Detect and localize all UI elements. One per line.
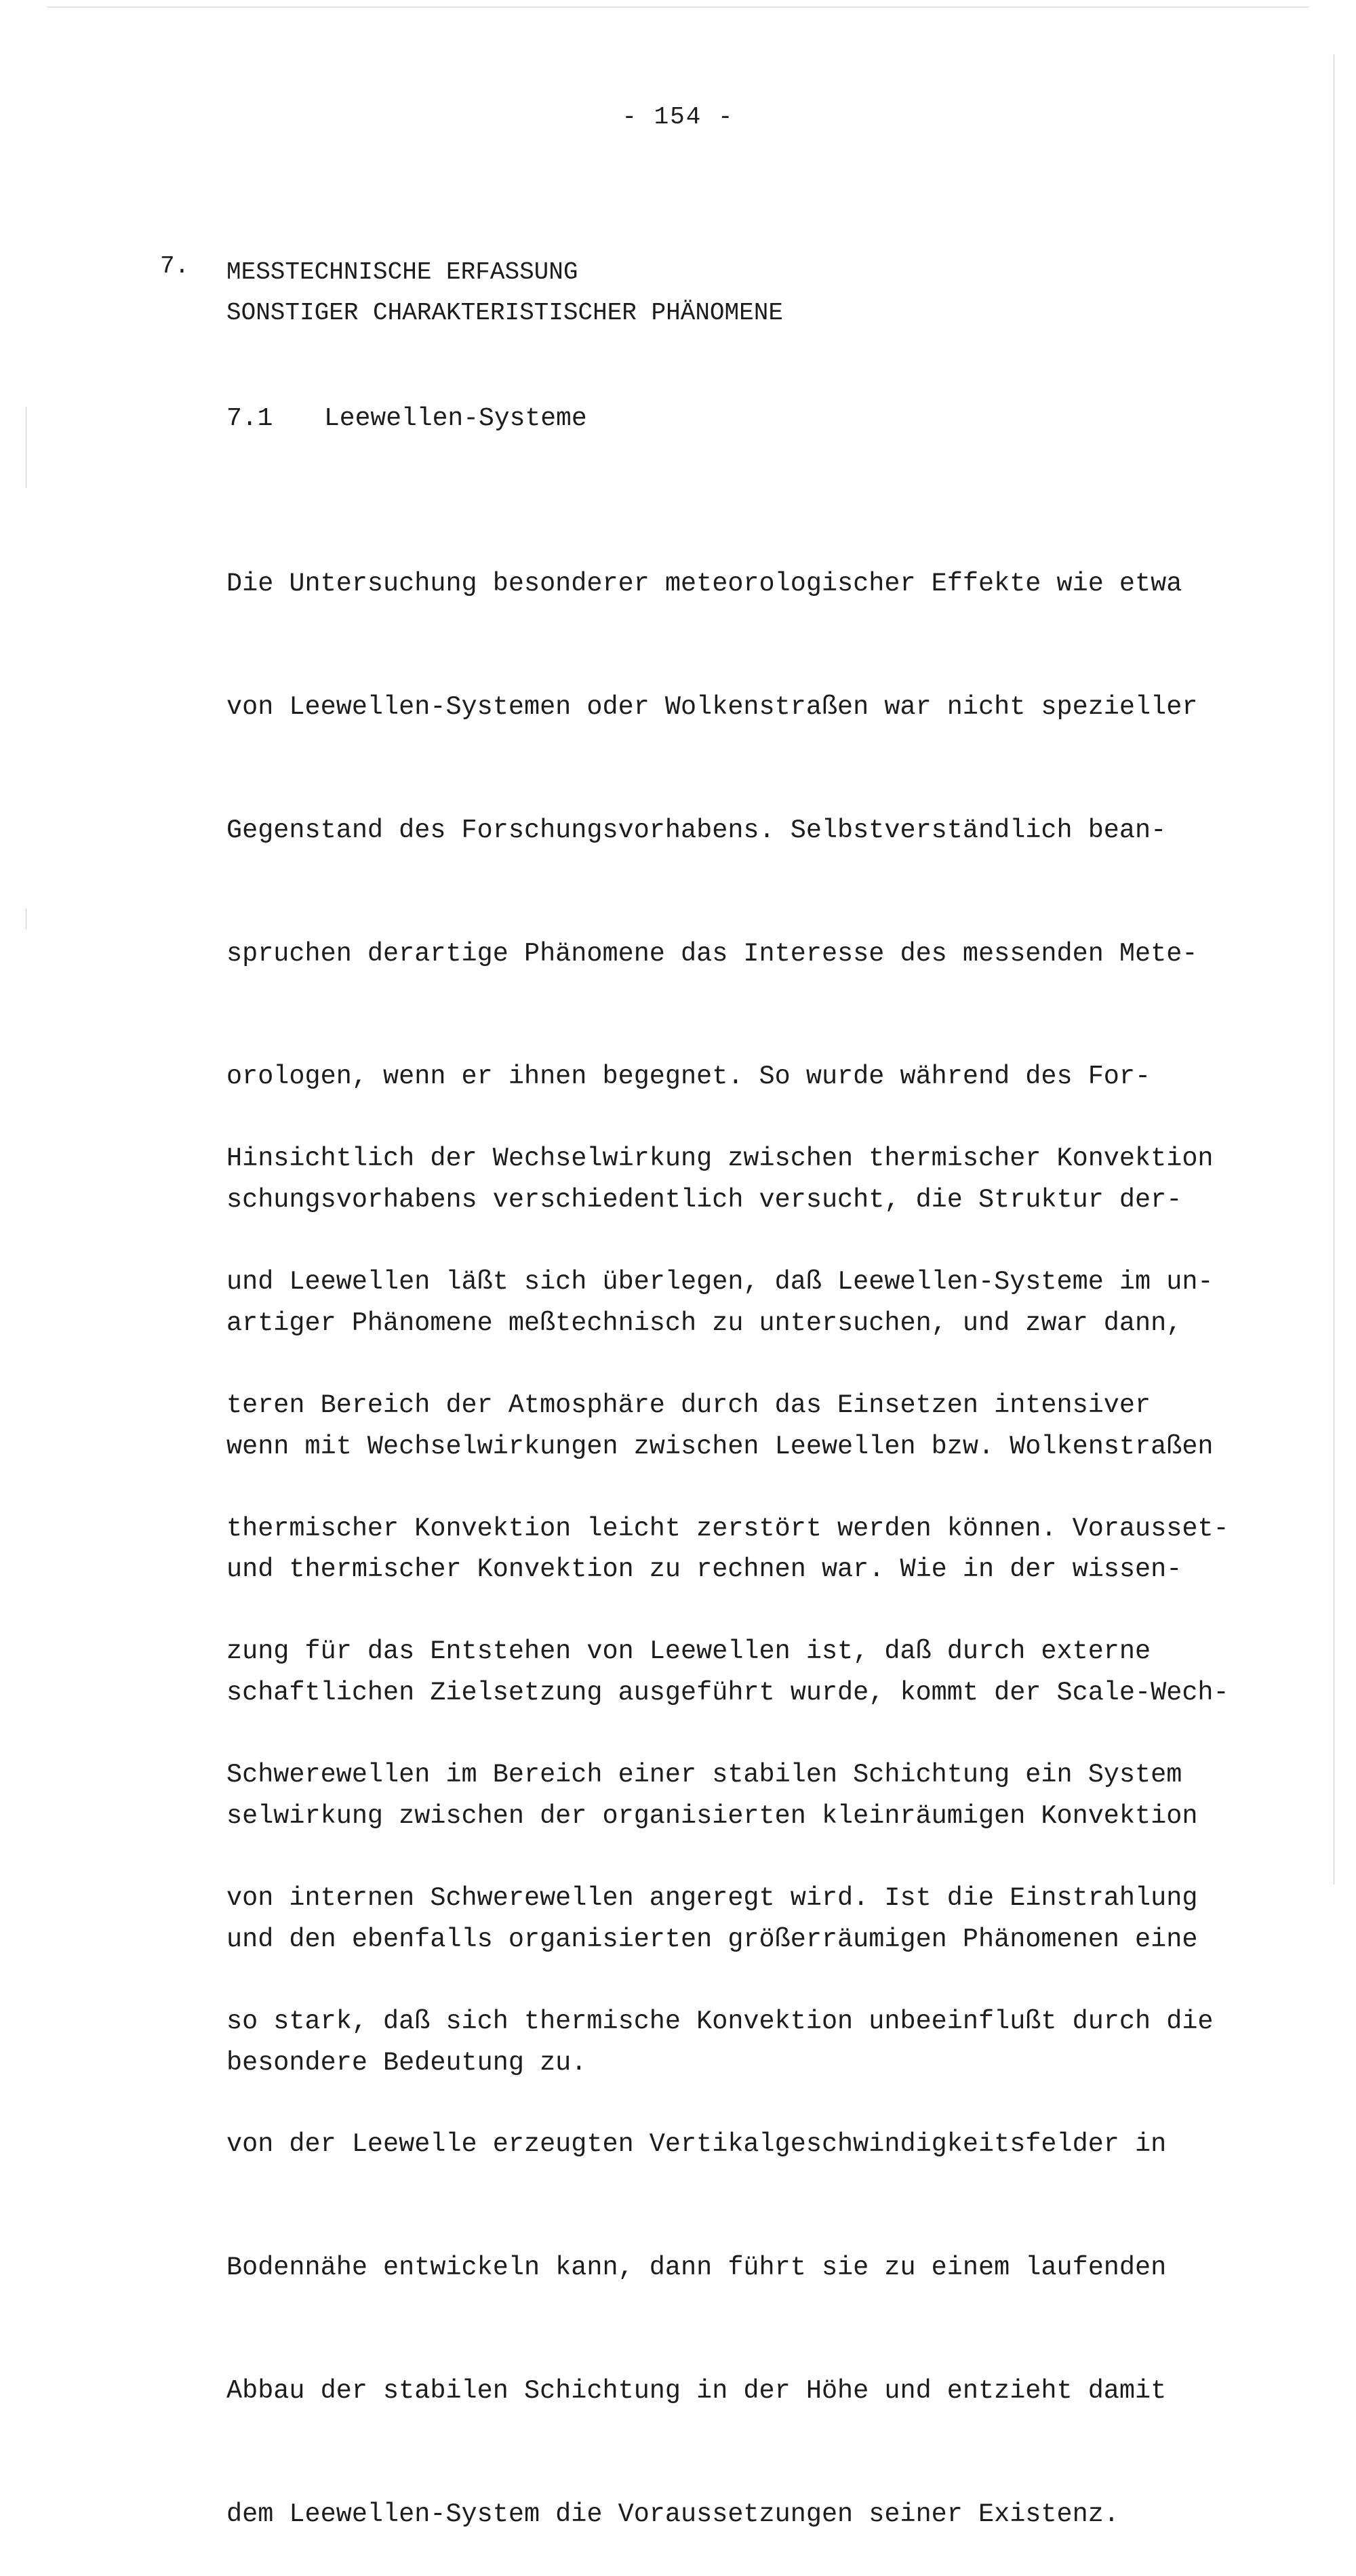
text-line: selwirkung zwischen der organisierten kleinräumigen Konvektion bbox=[226, 1801, 1198, 1831]
text-line: Schwerewellen im Bereich einer stabilen Schichtung ein System bbox=[226, 1760, 1182, 1790]
text-line: Abbau der stabilen Schichtung in der Höhe und entzieht damit bbox=[226, 2376, 1167, 2406]
chapter-title-line: SONSTIGER CHARAKTERISTISCHER PHÄNOMENE bbox=[226, 299, 783, 327]
chapter-title-line: MESSTECHNISCHE ERFASSUNG bbox=[226, 258, 578, 286]
text-line: Gegenstand des Forschungsvorhabens. Selbstverständlich bean- bbox=[226, 815, 1167, 845]
text-line: von Leewellen-Systemen oder Wolkenstraßen war nicht spezieller bbox=[226, 691, 1198, 722]
text-line: so stark, daß sich thermische Konvektion unbeeinflußt durch die bbox=[226, 2006, 1214, 2036]
text-line: thermischer Konvektion leicht zerstört werden können. Vorausset- bbox=[226, 1513, 1229, 1544]
chapter-title bbox=[226, 252, 783, 334]
section-number: 7.1 bbox=[226, 404, 273, 433]
text-line: teren Bereich der Atmosphäre durch das Einsetzen intensiver bbox=[226, 1390, 1151, 1420]
text-line: Die Untersuchung besonderer meteorologischer Effekte wie etwa bbox=[226, 569, 1182, 599]
text-line: von internen Schwerewellen angeregt wird. Ist die Einstrahlung bbox=[226, 1883, 1198, 1913]
text-line: orologen, wenn er ihnen begegnet. So wurde während des For- bbox=[226, 1062, 1151, 1092]
text-line: besondere Bedeutung zu. bbox=[226, 2047, 587, 2078]
text-line: dem Leewellen-System die Voraussetzungen seiner Existenz. bbox=[226, 2499, 1119, 2529]
chapter-number: 7. bbox=[160, 252, 190, 280]
text-line: schungsvorhabens verschiedentlich versucht, die Struktur der- bbox=[226, 1185, 1182, 1215]
text-line: artiger Phänomene meßtechnisch zu untersuchen, und zwar dann, bbox=[226, 1308, 1182, 1338]
text-line: spruchen derartige Phänomene das Interesse des messenden Mete- bbox=[226, 938, 1198, 969]
text-line: und Leewellen läßt sich überlegen, daß Leewellen-Systeme im un- bbox=[226, 1266, 1214, 1297]
text-line: und thermischer Konvektion zu rechnen war. Wie in der wissen- bbox=[226, 1554, 1182, 1585]
section-title: Leewellen-Systeme bbox=[324, 404, 587, 433]
text-line: Hinsichtlich der Wechselwirkung zwischen thermischer Konvektion bbox=[226, 1144, 1214, 1174]
text-line: schaftlichen Zielsetzung ausgeführt wurde, kommt der Scale-Wech- bbox=[226, 1678, 1229, 1708]
text-line: Bodennähe entwickeln kann, dann führt sie zu einem laufenden bbox=[226, 2253, 1167, 2283]
text-line: und den ebenfalls organisierten größerräumigen Phänomenen eine bbox=[226, 1924, 1198, 1954]
page-number: - 154 - bbox=[622, 103, 734, 131]
text-line: wenn mit Wechselwirkungen zwischen Leewellen bzw. Wolkenstraßen bbox=[226, 1431, 1214, 1462]
paragraph-2 bbox=[226, 1056, 1229, 2576]
text-line: zung für das Entstehen von Leewellen ist, daß durch externe bbox=[226, 1636, 1151, 1667]
text-line: von der Leewelle erzeugten Vertikalgeschwindigkeitsfelder in bbox=[226, 2129, 1167, 2160]
